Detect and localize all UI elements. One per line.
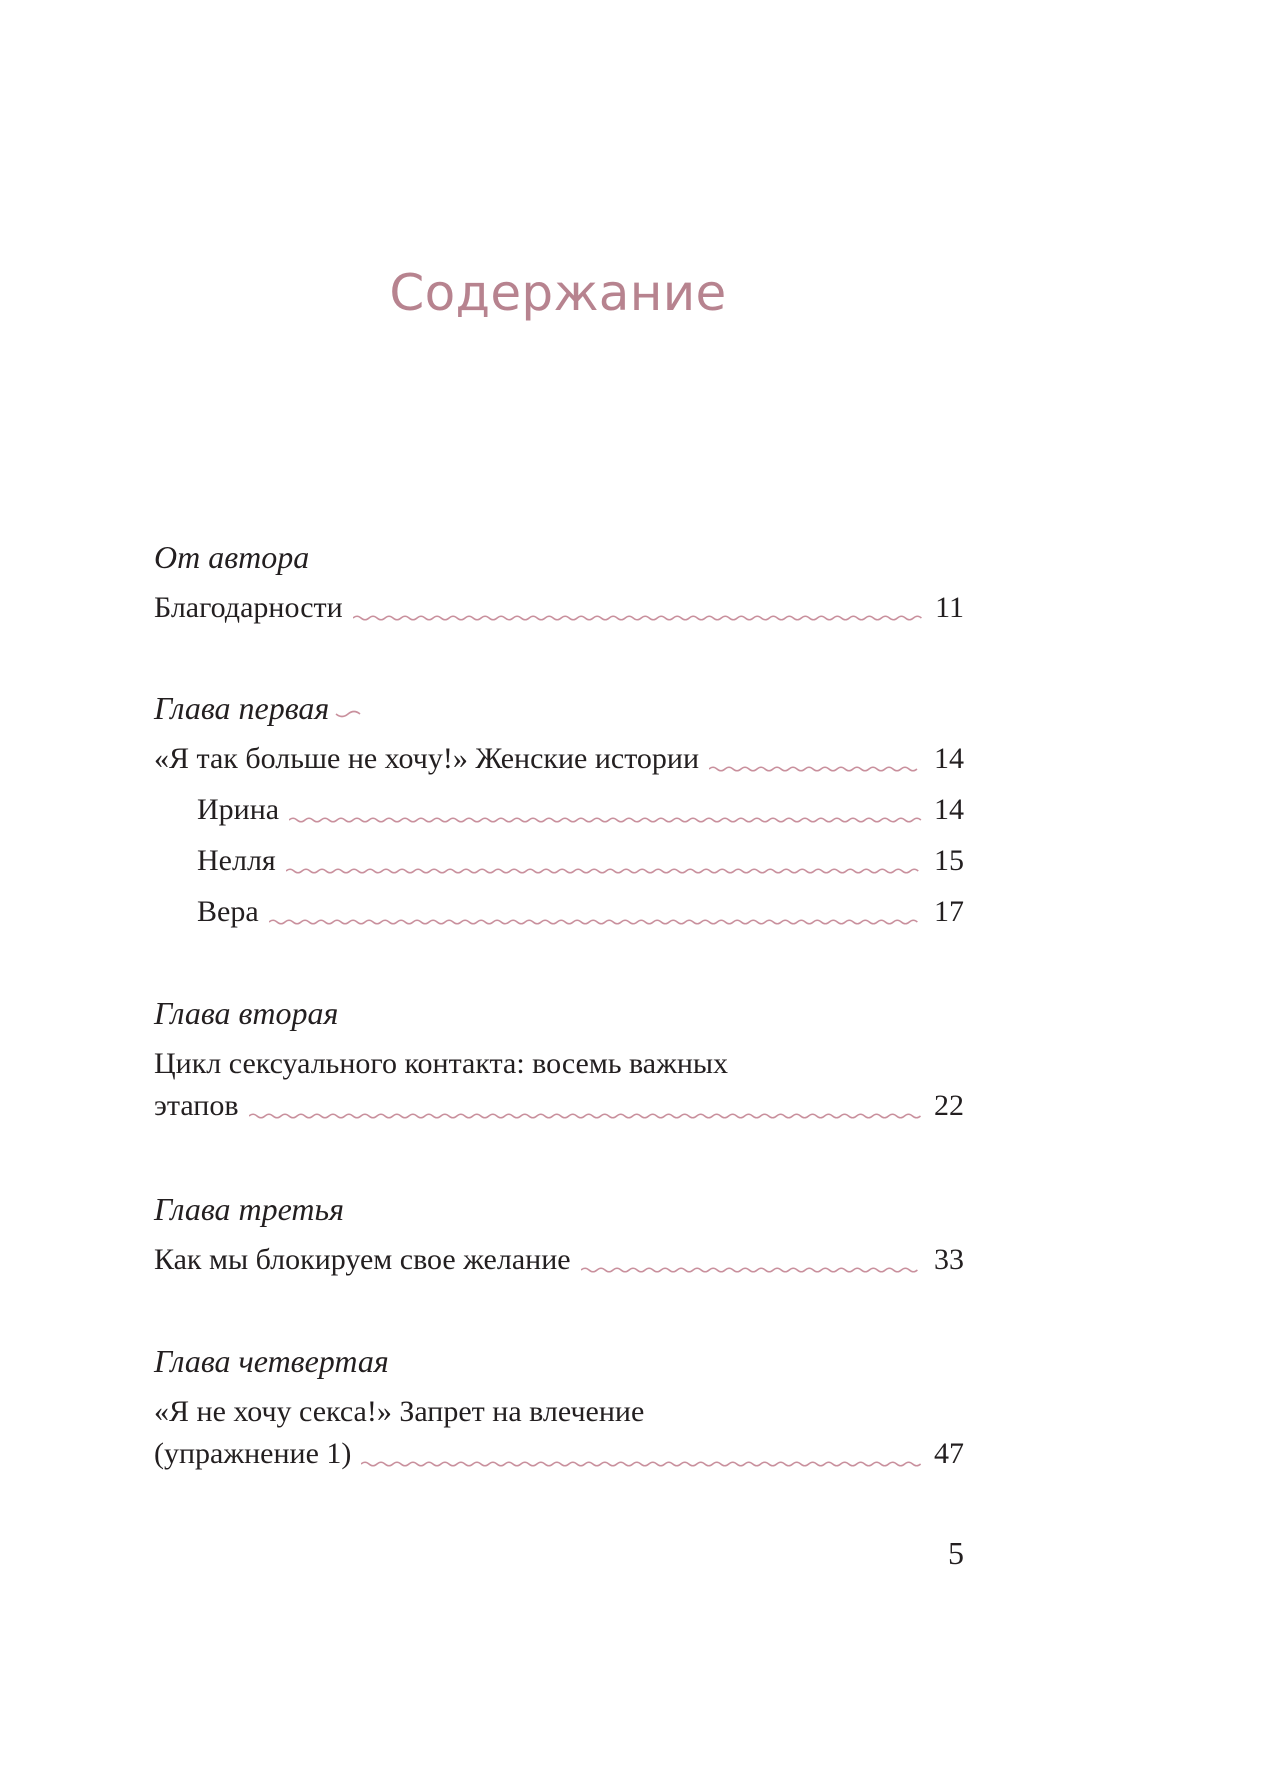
toc-page-number: 14	[934, 793, 964, 826]
toc-entry-label-line1: Цикл сексуального контакта: восемь важных	[154, 1047, 729, 1080]
toc-subentry[interactable]	[197, 789, 964, 831]
toc-page-number: 14	[934, 742, 964, 775]
toc-entry-label: этапов	[154, 1089, 239, 1122]
wavy-leader	[289, 815, 922, 825]
wavy-leader	[249, 1111, 923, 1121]
toc-subentry[interactable]	[197, 840, 964, 882]
page-title: Содержание	[389, 264, 727, 322]
section-heading-text: Глава первая	[154, 690, 330, 726]
wavy-leader	[581, 1265, 922, 1275]
toc-page-number: 47	[934, 1437, 964, 1470]
toc-subentry[interactable]	[197, 891, 964, 933]
toc-entry[interactable]	[154, 587, 964, 629]
toc-entry[interactable]	[154, 738, 964, 780]
section-heading: Глава четвертая	[154, 1343, 389, 1379]
wavy-ornament	[335, 688, 361, 728]
section-heading: Глава третья	[154, 1191, 344, 1227]
toc-entry-label: Ирина	[197, 793, 280, 826]
wavy-leader	[709, 764, 922, 774]
toc-entry-label: «Я так больше не хочу!» Женские истории	[154, 742, 700, 775]
toc-entry-label: Нелля	[197, 844, 276, 877]
toc-page-number: 33	[934, 1243, 964, 1276]
section-heading: Глава вторая	[154, 995, 339, 1031]
toc-entry-label: Вера	[197, 895, 259, 928]
toc-entry[interactable]	[154, 1043, 964, 1127]
toc-entry-label: Благодарности	[154, 591, 343, 624]
section-heading	[154, 688, 361, 728]
toc-entry-label: (упражнение 1)	[154, 1437, 352, 1470]
toc-page-number: 17	[934, 895, 964, 928]
toc-entry[interactable]	[154, 1239, 964, 1281]
toc-page-number: 11	[935, 591, 964, 624]
toc-page-number: 15	[934, 844, 964, 877]
wavy-leader	[353, 613, 923, 623]
wavy-leader	[286, 866, 922, 876]
wavy-leader	[269, 917, 922, 927]
toc-page-number: 22	[934, 1089, 964, 1122]
toc-entry-label-line1: «Я не хочу секса!» Запрет на влечение	[154, 1395, 645, 1428]
wavy-leader	[361, 1459, 922, 1469]
toc-entry[interactable]	[154, 1391, 964, 1475]
section-heading: От автора	[154, 539, 310, 575]
page-number: 5	[948, 1535, 964, 1571]
toc-entry-label: Как мы блокируем свое желание	[154, 1243, 571, 1276]
